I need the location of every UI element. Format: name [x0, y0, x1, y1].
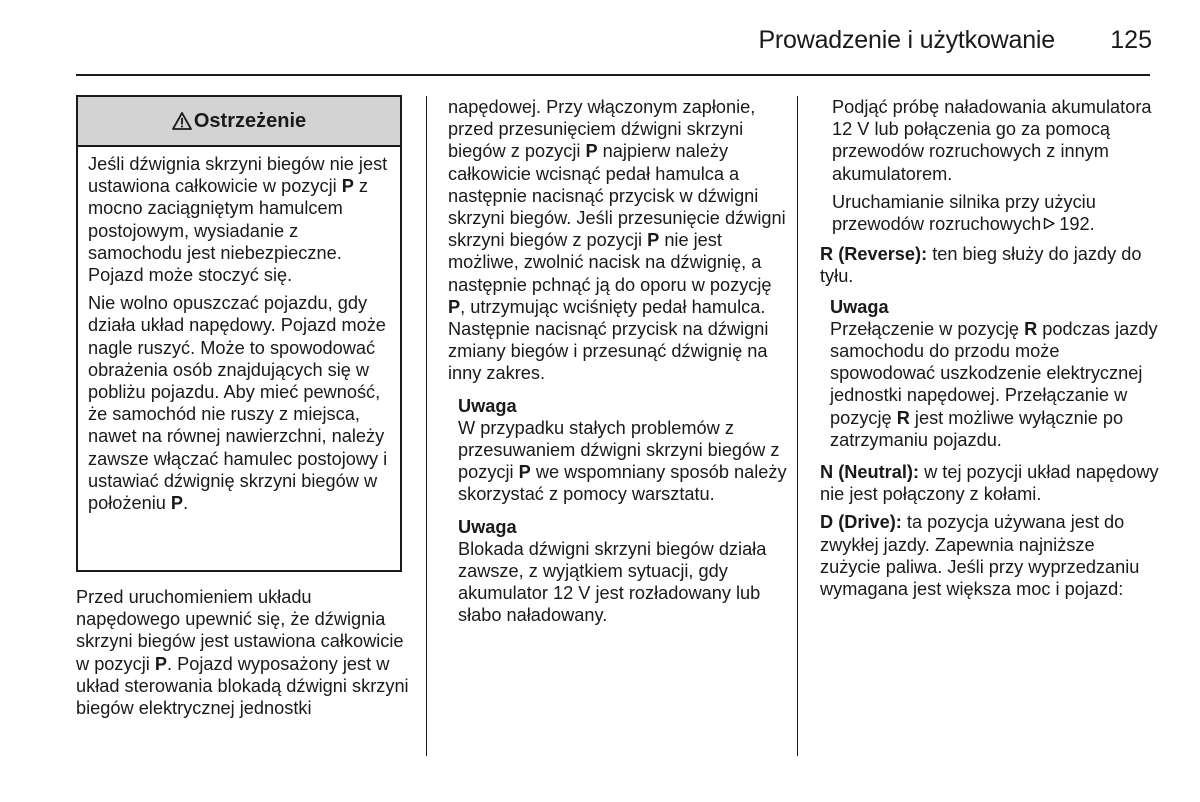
column-divider-2: [797, 96, 798, 756]
warning-body: [78, 147, 400, 514]
note-2-title: Uwaga: [458, 516, 517, 537]
header-divider: [76, 74, 1150, 76]
section-title: Prowadzenie i użytkowanie: [758, 26, 1055, 54]
warning-triangle-icon: [172, 112, 192, 130]
note-1-text: W przypadku stałych problemów z przesuwaniem dźwigni skrzyni biegów z pozycji P we wspomniany sposób należy skorzystać z pomocy warsztatu.: [458, 417, 787, 505]
note-3: [820, 296, 1160, 451]
column-divider-1: [426, 96, 427, 756]
column-1-text: [76, 586, 416, 719]
page-number: 125: [1110, 26, 1152, 54]
warning-header: [78, 97, 400, 147]
paragraph-before-start: Przed uruchomieniem układu napędowego upewnić się, że dźwignia skrzyni biegów jest ustawiona całkowicie w pozycji P. Pojazd wyposażony jest w układ sterowania blokadą dźwigni skrzyni biegów elektrycznej jednostki: [76, 587, 409, 719]
paragraph-shift-lock: napędowej. Przy włączonym zapłonie, przed przesunięciem dźwigni skrzyni biegów z pozycji P najpierw należy całkowicie wcisnąć pedał hamulca a następnie nacisnąć przycisk w dźwigni skrzyni biegów. Jeśli przesunięcie dźwigni skrzyni biegów z pozycji P nie jest możliwe, zwolnić nacisk na dźwignię, a następnie pchnąć ją do oporu w pozycję P, utrzymując wciśnięty pedał hamulca. Następnie nacisnąć przycisk na dźwigni zmiany biegów i przesunąć dźwignię na inny zakres.: [448, 97, 786, 384]
warning-box: [76, 95, 402, 572]
paragraph-drive: D (Drive): ta pozycja używana jest do zwykłej jazdy. Zapewnia najniższe zużycie paliwa. Jeśli przy wyprzedzaniu wymagana jest większa moc i pojazd:: [820, 512, 1140, 600]
note-1-title: Uwaga: [458, 395, 517, 416]
column-2-text: [448, 96, 788, 627]
column-3-text: [820, 96, 1160, 600]
note-3-title: Uwaga: [830, 296, 889, 317]
paragraph-charge-battery: Podjąć próbę naładowania akumulatora 12 V lub połączenia go za pomocą przewodów rozruchowych z innym akumulatorem.: [832, 97, 1152, 184]
battery-instructions: [820, 96, 1160, 235]
warning-title: Ostrzeżenie: [193, 109, 307, 132]
note-1: [448, 395, 788, 506]
page-reference[interactable]: 192.: [1059, 214, 1095, 235]
paragraph-jump-start: Uruchamianie silnika przy użyciu przewodów rozruchowych 192.: [832, 191, 1096, 235]
note-2-text: Blokada dźwigni skrzyni biegów działa zawsze, z wyjątkiem sytuacji, gdy akumulator 12 V jest rozładowany lub słabo naładowany.: [458, 538, 767, 626]
warning-paragraph-1: Jeśli dźwignia skrzyni biegów nie jest ustawiona całkowicie w pozycji P z mocno zaciągniętym hamulcem postojowym, wysiadanie z samochodu jest niebezpieczne. Pojazd może stoczyć się.: [88, 154, 388, 286]
paragraph-neutral: N (Neutral): w tej pozycji układ napędowy nie jest połączony z kołami.: [820, 462, 1159, 505]
note-3-text: Przełączenie w pozycję R podczas jazdy samochodu do przodu może spowodować uszkodzenie elektrycznej jednostki napędowej. Przełączanie w pozycję R jest możliwe wyłącznie po zatrzymaniu pojazdu.: [830, 318, 1158, 450]
warning-paragraph-2: Nie wolno opuszczać pojazdu, gdy działa układ napędowy. Pojazd może nagle ruszyć. Może to spowodować obrażenia osób znajdujących się w pobliżu pojazdu. Aby mieć pewność, że samochód nie ruszy z miejsca, nawet na równej nawierzchni, należy zawsze włączać hamulec postojowy i ustawiać dźwignię skrzyni biegów w położeniu P.: [88, 293, 388, 514]
paragraph-reverse: R (Reverse): ten bieg służy do jazdy do tyłu.: [820, 244, 1142, 287]
cross-reference-arrow-icon[interactable]: [1043, 213, 1056, 235]
note-2: [448, 516, 788, 627]
